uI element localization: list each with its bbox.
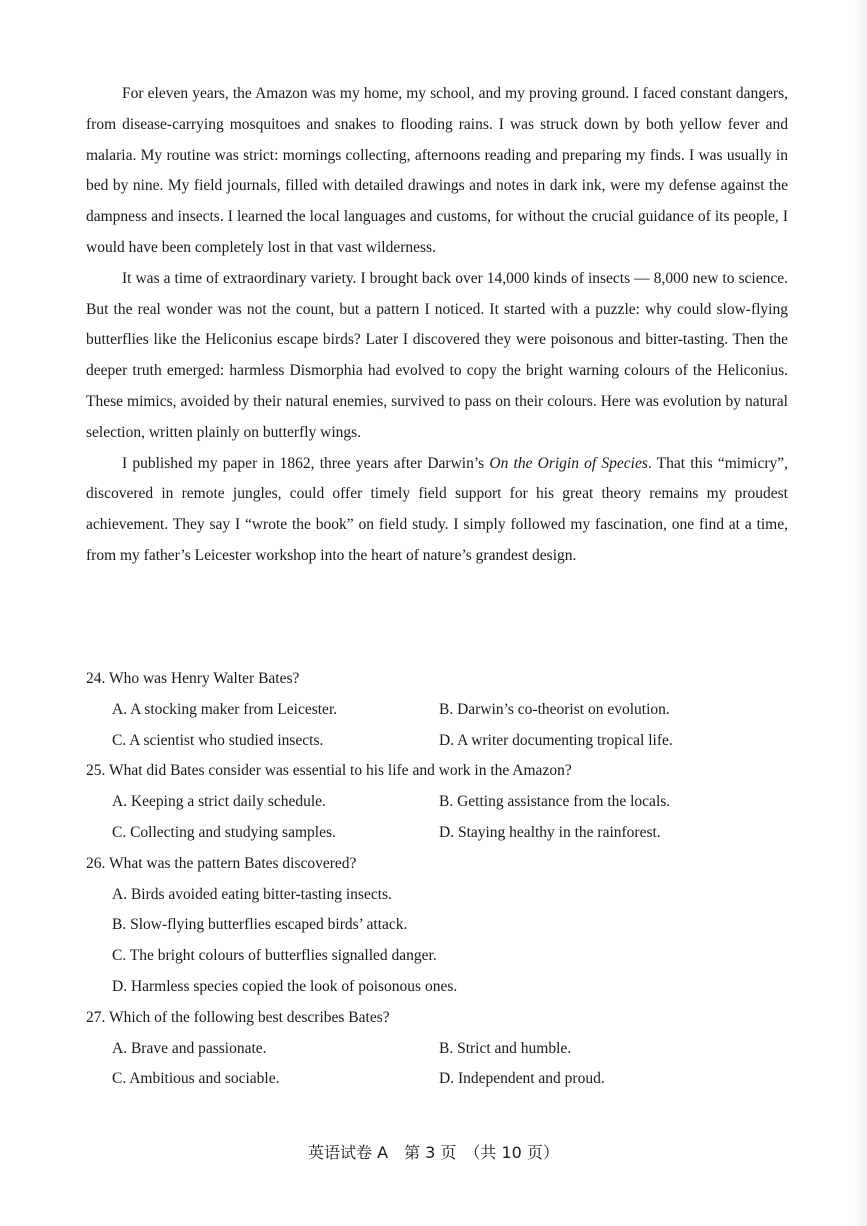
- question-stem: 24. Who was Henry Walter Bates?: [86, 670, 300, 687]
- question-stem: 25. What did Bates consider was essential to his life and work in the Amazon?: [86, 762, 572, 780]
- reading-passage: [86, 79, 788, 572]
- book-title: On the Origin of Species: [489, 454, 648, 472]
- option-b[interactable]: B. Strict and humble.: [439, 1039, 572, 1057]
- question-26: [86, 849, 788, 1003]
- option-b[interactable]: B. Getting assistance from the locals.: [439, 793, 671, 811]
- passage-paragraph-1: For eleven years, the Amazon was my home, my school, and my proving ground. I faced constant dangers, from disease-carrying mosquitoes and snakes to flooding rains. I was struck down by both yellow fever and malaria. My routine was strict: mornings collecting, afternoons reading and preparing my finds. I was usually in bed by nine. My field journals, filled with detailed drawings and notes in dark ink, were my defense against the dampness and insects. I learned the local languages and customs, for without the crucial guidance of its people, I would have been completely lost in that vast wilderness.: [86, 85, 788, 256]
- question-list: [86, 664, 788, 1095]
- paragraph-3-text-start: I published my paper in 1862, three years after Darwin’s: [122, 454, 490, 472]
- passage-paragraph-3: [86, 449, 788, 572]
- option-a[interactable]: A. Birds avoided eating bitter-tasting insects.: [112, 885, 392, 903]
- option-d[interactable]: D. Independent and proud.: [439, 1070, 605, 1088]
- option-c[interactable]: C. Collecting and studying samples.: [112, 823, 336, 841]
- option-c[interactable]: C. A scientist who studied insects.: [112, 731, 324, 749]
- question-stem: 26. What was the pattern Bates discovered?: [86, 854, 357, 872]
- option-a[interactable]: A. Keeping a strict daily schedule.: [112, 793, 326, 811]
- option-b[interactable]: B. Slow-flying butterflies escaped birds’ attack.: [112, 916, 408, 934]
- option-d[interactable]: D. Staying healthy in the rainforest.: [439, 823, 661, 841]
- scan-edge-shadow: [853, 0, 867, 1226]
- option-b[interactable]: B. Darwin’s co-theorist on evolution.: [439, 700, 670, 718]
- option-c[interactable]: C. The bright colours of butterflies signalled danger.: [112, 947, 437, 965]
- paragraph-3-text-end: . That this “mimicry”, discovered in remote jungles, could offer timely field support for his great theory remains my proudest achievement. They say I “wrote the book” on field study. I simply followed my fascination, one find at a time, from my father’s Leicester workshop into the heart of nature’s grandest design.: [86, 454, 788, 564]
- question-27: [86, 1003, 788, 1095]
- option-list: [86, 695, 788, 757]
- option-c[interactable]: C. Ambitious and sociable.: [112, 1070, 280, 1088]
- question-stem: 27. Which of the following best describes Bates?: [86, 1008, 390, 1026]
- question-25: [86, 756, 788, 848]
- option-d[interactable]: D. Harmless species copied the look of poisonous ones.: [112, 977, 458, 995]
- option-d[interactable]: D. A writer documenting tropical life.: [439, 731, 673, 749]
- page-footer: 英语试卷 A 第 3 页 （共 10 页）: [308, 1143, 559, 1162]
- option-a[interactable]: A. A stocking maker from Leicester.: [112, 700, 338, 718]
- option-list: [86, 1034, 788, 1096]
- option-a[interactable]: A. Brave and passionate.: [112, 1039, 267, 1057]
- question-24: [86, 664, 788, 756]
- option-list: [86, 787, 788, 849]
- option-list: [86, 880, 788, 1003]
- passage-paragraph-2: It was a time of extraordinary variety. I brought back over 14,000 kinds of insects — 8,000 new to science. But the real wonder was not the count, but a pattern I noticed. It started with a puzzle: why could slow-flying butterflies like the Heliconius escape birds? Later I discovered they were poisonous and bitter-tasting. Then the deeper truth emerged: harmless Dismorphia had evolved to copy the bright warning colours of the Heliconius. These mimics, avoided by their natural enemies, survived to pass on their colours. Here was evolution by natural selection, written plainly on butterfly wings.: [86, 269, 788, 441]
